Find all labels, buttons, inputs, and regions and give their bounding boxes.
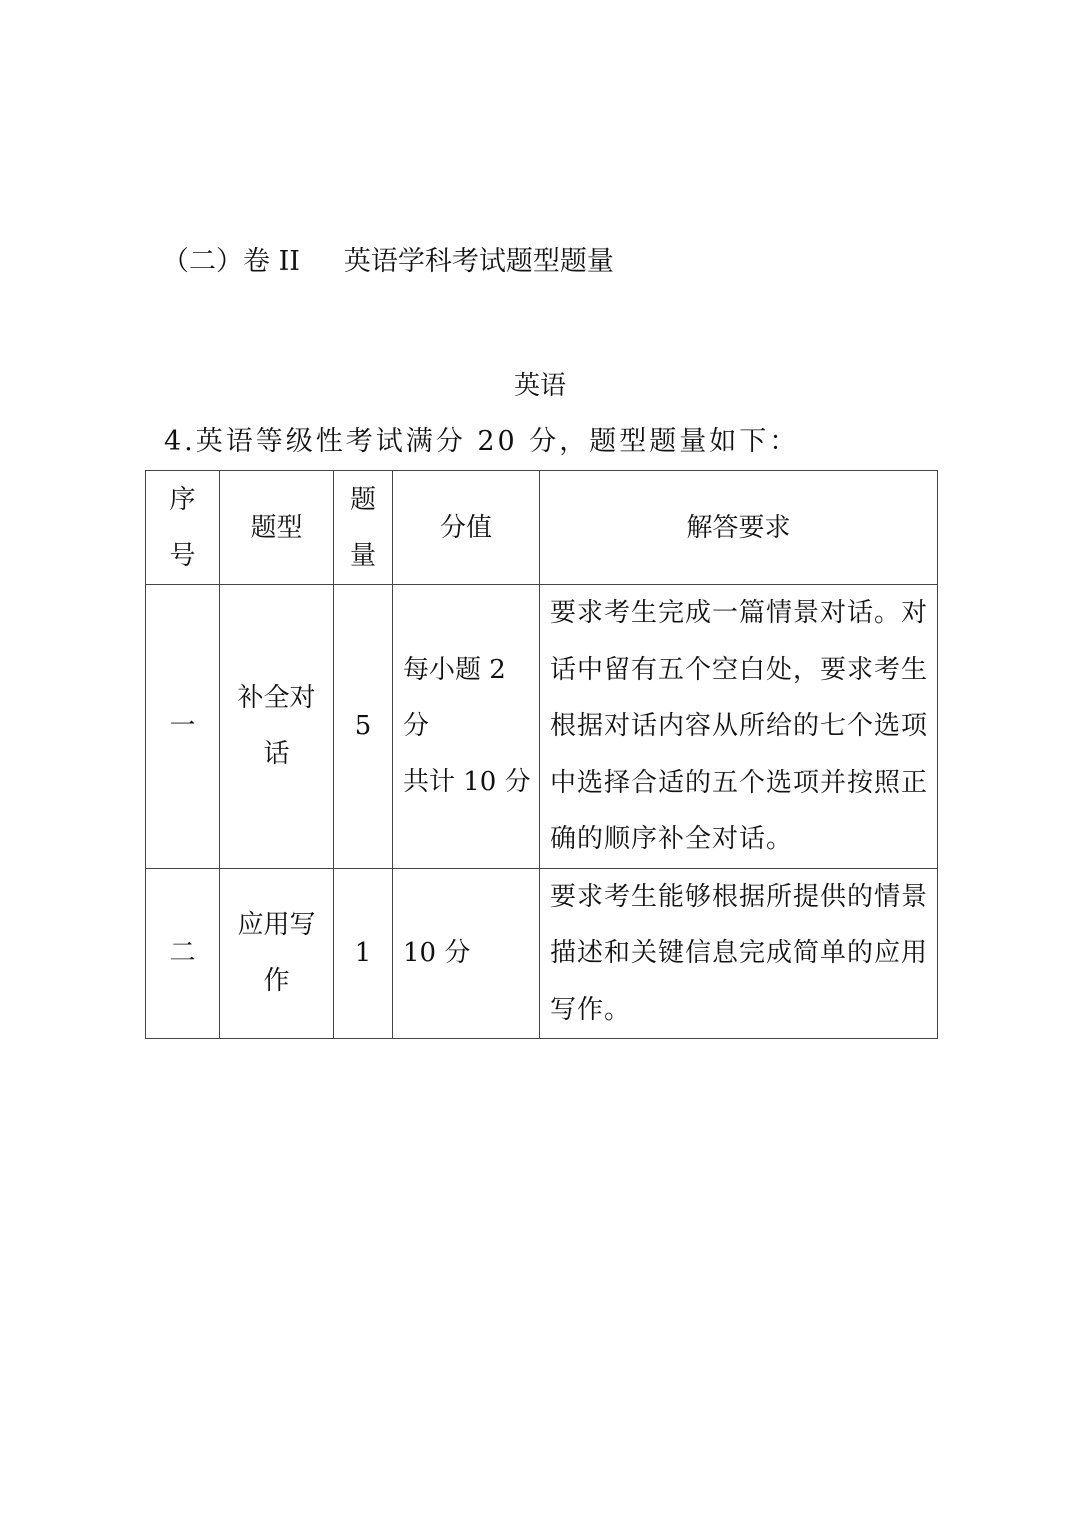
header-count [334,471,393,585]
table-header-row [146,471,938,585]
header-index-line: 号 [169,540,196,571]
cell-requirement: 要求考生完成一篇情景对话。对话中留有五个空白处，要求考生根据对话内容从所给的七个选项中选择合适的五个选项并按照正确的顺序补全对话。 [540,585,938,869]
cell-type-line: 作 [263,966,290,997]
section-heading-title: 英语学科考试题型题量 [343,246,614,277]
subject-title: 英语 [513,371,566,401]
header-requirement: 解答要求 [540,471,938,585]
cell-index: 一 [146,585,220,869]
cell-type-line: 应用写 [237,910,316,941]
header-index-line: 序 [169,484,196,515]
header-type: 题型 [220,471,334,585]
header-index [146,471,220,585]
cell-score-line: 共计 10 分 [403,767,531,798]
cell-type-line: 补全对 [237,683,316,714]
cell-index: 二 [146,868,220,1039]
section-heading [162,244,614,280]
cell-requirement: 要求考生能够根据所提供的情景描述和关键信息完成简单的应用写作。 [540,868,938,1039]
intro-text: 4.英语等级性考试满分 20 分，题型题量如下： [164,426,800,457]
header-score: 分值 [393,471,540,585]
table-row [146,585,938,869]
header-count-line: 量 [349,540,376,571]
cell-score: 10 分 [393,868,540,1039]
cell-score-line: 分 [403,711,430,742]
cell-score [393,585,540,869]
cell-count: 5 [334,585,393,869]
section-heading-prefix: （二）卷 II [162,246,300,277]
header-count-line: 题 [349,484,376,515]
cell-count: 1 [334,868,393,1039]
table-row [146,868,938,1039]
cell-type [220,868,334,1039]
cell-score-line: 每小题 2 [403,655,506,686]
exam-spec-table [145,470,938,1039]
cell-type [220,585,334,869]
cell-type-line: 话 [263,739,290,770]
